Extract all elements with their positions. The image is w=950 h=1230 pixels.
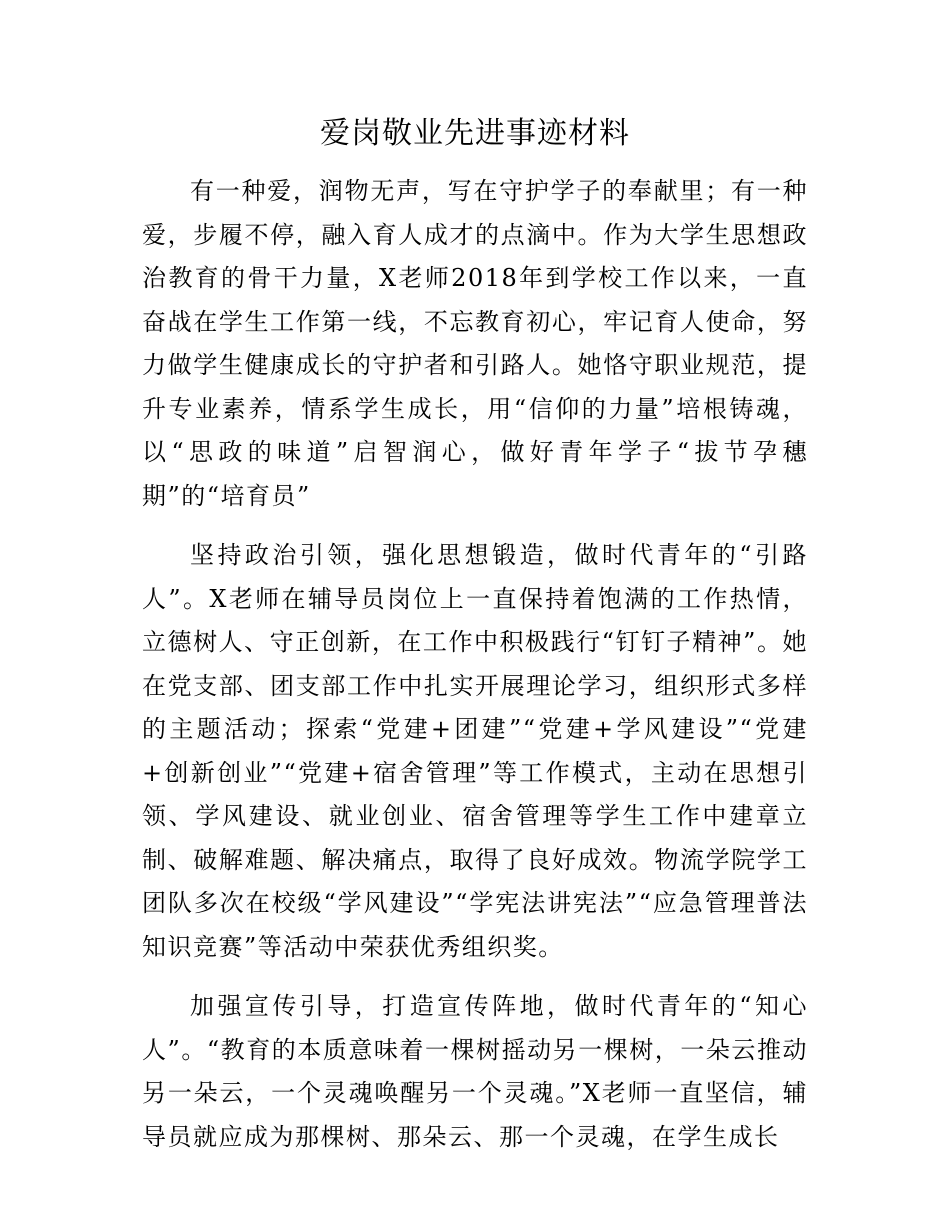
paragraph: 有一种爱，润物无声，写在守护学子的奉献里；有一种爱，步履不停，融入育人成才的点滴中。作为大学生思想政治教育的骨干力量，X老师2018年到学校工作以来，一直奋战在学生工作第一线，不忘教育初心，牢记育人使命，努力做学生健康成长的守护者和引路人。她恪守职业规范，提升专业素养，情系学生成长，用“信仰的力量”培根铸魂，以“思政的味道”启智润心，做好青年学子“拔节孕穗期”的“培育员” — [142, 177, 808, 510]
paragraph: 坚持政治引领，强化思想锻造，做时代青年的“引路人”。X老师在辅导员岗位上一直保持着饱满的工作热情，立德树人、守正创新，在工作中积极践行“钉钉子精神”。她在党支部、团支部工作中扎实开展理论学习，组织形式多样的主题活动；探索“党建+团建”“党建+学风建设”“党建+创新创业”“党建+宿舍管理”等工作模式，主动在思想引领、学风建设、就业创业、宿舍管理等学生工作中建章立制、破解难题、解决痛点，取得了良好成效。物流学院学工团队多次在校级“学风建设”“学宪法讲宪法”“应急管理普法知识竞赛”等活动中荣获优秀组织奖。 — [142, 541, 808, 961]
paragraph: 加强宣传引导，打造宣传阵地，做时代青年的“知心人”。“教育的本质意味着一棵树摇动另一棵树，一朵云推动另一朵云，一个灵魂唤醒另一个灵魂。”X老师一直坚信，辅导员就应成为那棵树、那朵云、那一个灵魂，在学生成长 — [142, 992, 808, 1151]
document-body — [142, 170, 808, 1175]
document-title: 爱岗敬业先进事迹材料 — [320, 116, 630, 151]
